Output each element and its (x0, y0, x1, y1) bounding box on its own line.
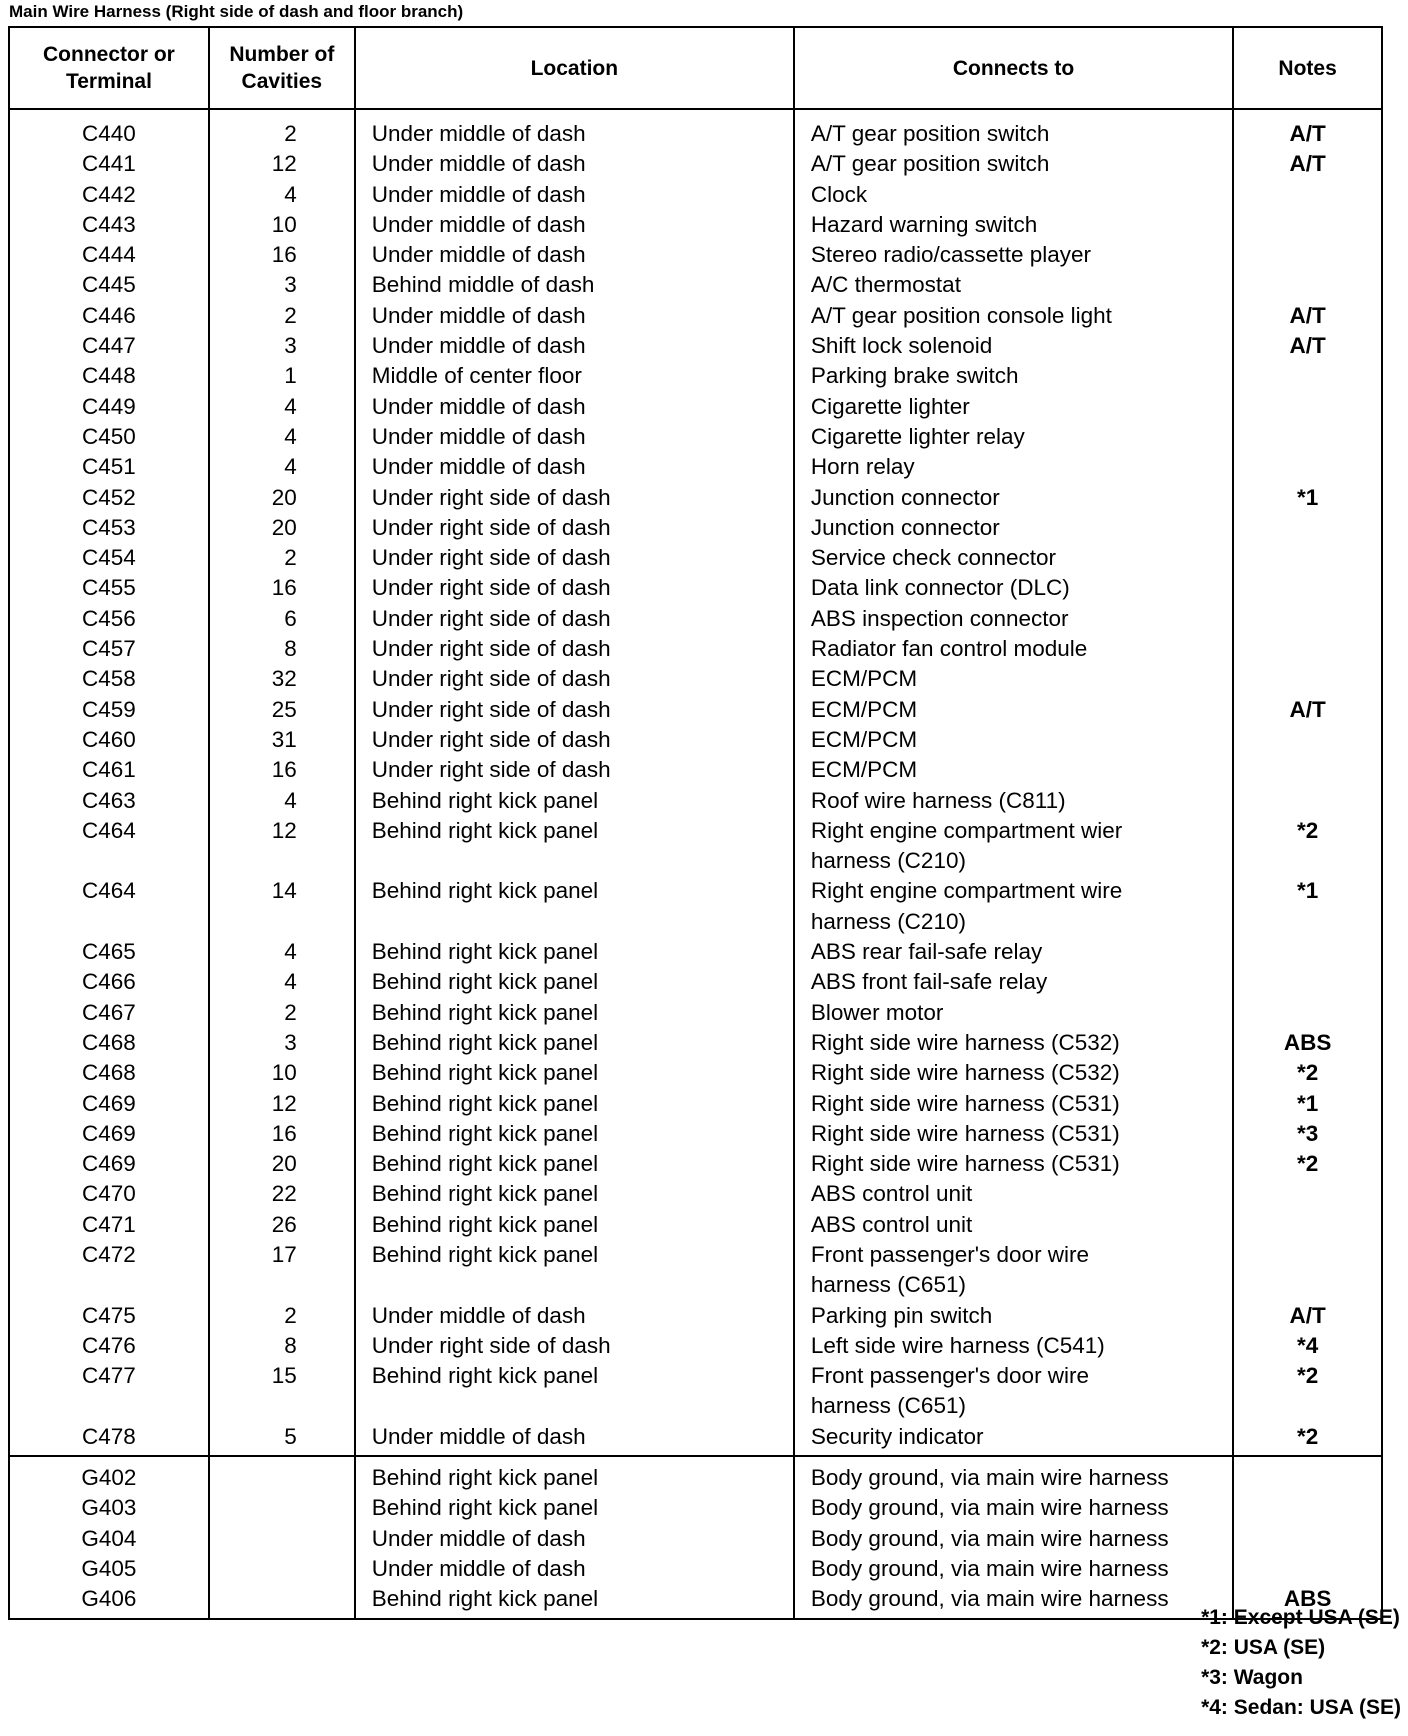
note (1233, 1179, 1382, 1209)
connects-to: Roof wire harness (C811) (794, 786, 1233, 816)
cavity-count: 2 (209, 301, 355, 331)
location: Under right side of dash (355, 483, 794, 513)
note (1233, 1456, 1382, 1493)
connector-id: C470 (9, 1179, 209, 1209)
connector-id: C472 (9, 1240, 209, 1301)
connector-id: C471 (9, 1210, 209, 1240)
cavity-count: 17 (209, 1240, 355, 1301)
note: *2 (1233, 1058, 1382, 1088)
connects-to: Body ground, via main wire harness (794, 1584, 1233, 1618)
connector-id: C440 (9, 109, 209, 149)
connector-id: C441 (9, 149, 209, 179)
connector-id: C469 (9, 1149, 209, 1179)
connects-to: Right side wire harness (C531) (794, 1149, 1233, 1179)
cavity-count (209, 1493, 355, 1523)
location: Behind middle of dash (355, 270, 794, 300)
table-row (9, 301, 1382, 331)
cavity-count: 8 (209, 634, 355, 664)
connector-id: C453 (9, 513, 209, 543)
header-cavities: Number of Cavities (209, 27, 355, 109)
connects-to: Right side wire harness (C532) (794, 1058, 1233, 1088)
note: ABS (1233, 1028, 1382, 1058)
connects-to: ABS control unit (794, 1210, 1233, 1240)
note (1233, 1493, 1382, 1523)
note (1233, 725, 1382, 755)
location: Under right side of dash (355, 664, 794, 694)
cavity-count: 10 (209, 210, 355, 240)
location: Behind right kick panel (355, 1119, 794, 1149)
table-row (9, 664, 1382, 694)
connector-id: C475 (9, 1301, 209, 1331)
note (1233, 604, 1382, 634)
location: Under right side of dash (355, 1331, 794, 1361)
table-row (9, 1089, 1382, 1119)
connector-id: C468 (9, 1058, 209, 1088)
connector-body (9, 109, 1382, 1456)
connects-to: A/T gear position console light (794, 301, 1233, 331)
connects-to: Junction connector (794, 483, 1233, 513)
note (1233, 240, 1382, 270)
table-row (9, 1119, 1382, 1149)
note: *2 (1233, 1149, 1382, 1179)
location: Under middle of dash (355, 1524, 794, 1554)
footnote: *2: USA (SE) (1201, 1636, 1326, 1659)
footnote: *4: Sedan: USA (SE) (1201, 1696, 1401, 1719)
location: Under right side of dash (355, 543, 794, 573)
connects-to: Hazard warning switch (794, 210, 1233, 240)
table-row (9, 937, 1382, 967)
location: Behind right kick panel (355, 998, 794, 1028)
connects-to: Junction connector (794, 513, 1233, 543)
cavity-count: 3 (209, 270, 355, 300)
cavity-count: 2 (209, 543, 355, 573)
connector-id: C457 (9, 634, 209, 664)
table-row (9, 1149, 1382, 1179)
connects-to: ABS inspection connector (794, 604, 1233, 634)
table-row (9, 1240, 1382, 1301)
note: *2 (1233, 1422, 1382, 1456)
location: Under right side of dash (355, 725, 794, 755)
table-row (9, 1301, 1382, 1331)
cavity-count: 15 (209, 1361, 355, 1422)
table-row (9, 422, 1382, 452)
note: *4 (1233, 1331, 1382, 1361)
note (1233, 967, 1382, 997)
note (1233, 937, 1382, 967)
connects-to: Body ground, via main wire harness (794, 1524, 1233, 1554)
ground-body (9, 1456, 1382, 1618)
connector-id: C442 (9, 180, 209, 210)
connects-to: Left side wire harness (C541) (794, 1331, 1233, 1361)
location: Behind right kick panel (355, 1149, 794, 1179)
table-row (9, 604, 1382, 634)
connects-to: ABS front fail-safe relay (794, 967, 1233, 997)
connects-to: Body ground, via main wire harness (794, 1456, 1233, 1493)
location: Under middle of dash (355, 392, 794, 422)
connector-id: C467 (9, 998, 209, 1028)
table-row (9, 1179, 1382, 1209)
connects-to: ABS control unit (794, 1179, 1233, 1209)
location: Behind right kick panel (355, 816, 794, 877)
location: Under right side of dash (355, 573, 794, 603)
connects-to: A/T gear position switch (794, 149, 1233, 179)
location: Under middle of dash (355, 1422, 794, 1456)
cavity-count: 8 (209, 1331, 355, 1361)
connector-id: C446 (9, 301, 209, 331)
table-row (9, 452, 1382, 482)
table-row (9, 543, 1382, 573)
location: Under middle of dash (355, 1554, 794, 1584)
location: Behind right kick panel (355, 1361, 794, 1422)
table-row (9, 1028, 1382, 1058)
table-row (9, 513, 1382, 543)
cavity-count: 4 (209, 392, 355, 422)
connects-to: Shift lock solenoid (794, 331, 1233, 361)
cavity-count: 4 (209, 937, 355, 967)
cavity-count: 5 (209, 1422, 355, 1456)
cavity-count: 16 (209, 573, 355, 603)
connects-to: Right side wire harness (C531) (794, 1119, 1233, 1149)
connects-to: Security indicator (794, 1422, 1233, 1456)
location: Under right side of dash (355, 513, 794, 543)
table-row (9, 1524, 1382, 1554)
connector-id: C443 (9, 210, 209, 240)
table-row (9, 392, 1382, 422)
connector-id: C461 (9, 755, 209, 785)
cavity-count: 2 (209, 109, 355, 149)
cavity-count: 4 (209, 180, 355, 210)
note (1233, 361, 1382, 391)
connects-to: Clock (794, 180, 1233, 210)
connects-to: Right engine compartment wire harness (C210) (794, 876, 1233, 937)
connects-to: A/C thermostat (794, 270, 1233, 300)
table-row (9, 816, 1382, 877)
cavity-count (209, 1554, 355, 1584)
cavity-count: 20 (209, 483, 355, 513)
note: *1 (1233, 876, 1382, 937)
connector-id: C454 (9, 543, 209, 573)
connector-id: C444 (9, 240, 209, 270)
location: Under middle of dash (355, 1301, 794, 1331)
footnotes (1201, 1603, 1401, 1723)
connector-id: G403 (9, 1493, 209, 1523)
location: Behind right kick panel (355, 1240, 794, 1301)
location: Under right side of dash (355, 634, 794, 664)
cavity-count: 4 (209, 422, 355, 452)
location: Under middle of dash (355, 180, 794, 210)
cavity-count: 6 (209, 604, 355, 634)
table-row (9, 1456, 1382, 1493)
note (1233, 998, 1382, 1028)
note: *2 (1233, 816, 1382, 877)
connector-id: C456 (9, 604, 209, 634)
cavity-count: 14 (209, 876, 355, 937)
note (1233, 543, 1382, 573)
table-row (9, 1584, 1382, 1618)
location: Under middle of dash (355, 109, 794, 149)
location: Middle of center floor (355, 361, 794, 391)
table-row (9, 1058, 1382, 1088)
table-row (9, 634, 1382, 664)
header-connects-to: Connects to (794, 27, 1233, 109)
cavity-count: 4 (209, 786, 355, 816)
note (1233, 1210, 1382, 1240)
location: Behind right kick panel (355, 876, 794, 937)
connector-id: C455 (9, 573, 209, 603)
connector-id: C450 (9, 422, 209, 452)
connects-to: A/T gear position switch (794, 109, 1233, 149)
cavity-count: 1 (209, 361, 355, 391)
table-row (9, 361, 1382, 391)
location: Behind right kick panel (355, 1493, 794, 1523)
location: Behind right kick panel (355, 1179, 794, 1209)
note (1233, 1554, 1382, 1584)
connector-id: C463 (9, 786, 209, 816)
footnote: *1: Except USA (SE) (1201, 1606, 1400, 1629)
note (1233, 422, 1382, 452)
note: A/T (1233, 149, 1382, 179)
cavity-count: 22 (209, 1179, 355, 1209)
header-notes: Notes (1233, 27, 1382, 109)
location: Under right side of dash (355, 695, 794, 725)
table-row (9, 967, 1382, 997)
connector-id: C459 (9, 695, 209, 725)
connects-to: Cigarette lighter relay (794, 422, 1233, 452)
connects-to: ECM/PCM (794, 664, 1233, 694)
cavity-count: 12 (209, 149, 355, 179)
header-connector: Connector or Terminal (9, 27, 209, 109)
note (1233, 392, 1382, 422)
connector-id: C477 (9, 1361, 209, 1422)
cavity-count: 20 (209, 513, 355, 543)
location: Under middle of dash (355, 422, 794, 452)
cavity-count (209, 1584, 355, 1618)
connector-id: C464 (9, 816, 209, 877)
connector-id: C449 (9, 392, 209, 422)
location: Under middle of dash (355, 149, 794, 179)
connects-to: ECM/PCM (794, 695, 1233, 725)
cavity-count: 2 (209, 998, 355, 1028)
connects-to: Right engine compartment wier harness (C210) (794, 816, 1233, 877)
note (1233, 210, 1382, 240)
location: Behind right kick panel (355, 967, 794, 997)
note: *1 (1233, 1089, 1382, 1119)
connector-id: G405 (9, 1554, 209, 1584)
connects-to: Cigarette lighter (794, 392, 1233, 422)
cavity-count: 4 (209, 967, 355, 997)
connects-to: Data link connector (DLC) (794, 573, 1233, 603)
note (1233, 452, 1382, 482)
connector-id: C468 (9, 1028, 209, 1058)
note (1233, 1240, 1382, 1301)
table-row (9, 998, 1382, 1028)
cavity-count: 16 (209, 755, 355, 785)
location: Behind right kick panel (355, 1058, 794, 1088)
location: Behind right kick panel (355, 1210, 794, 1240)
connector-id: C460 (9, 725, 209, 755)
location: Behind right kick panel (355, 786, 794, 816)
header-location: Location (355, 27, 794, 109)
connects-to: Parking pin switch (794, 1301, 1233, 1331)
connects-to: Blower motor (794, 998, 1233, 1028)
connector-id: C469 (9, 1089, 209, 1119)
cavity-count: 31 (209, 725, 355, 755)
location: Behind right kick panel (355, 1089, 794, 1119)
connects-to: Front passenger's door wire harness (C651) (794, 1361, 1233, 1422)
table-row (9, 210, 1382, 240)
note: A/T (1233, 1301, 1382, 1331)
location: Under right side of dash (355, 755, 794, 785)
note: *2 (1233, 1361, 1382, 1422)
connector-table (8, 26, 1383, 1620)
cavity-count: 2 (209, 1301, 355, 1331)
cavity-count: 16 (209, 240, 355, 270)
note (1233, 664, 1382, 694)
location: Under middle of dash (355, 452, 794, 482)
connects-to: ECM/PCM (794, 755, 1233, 785)
note (1233, 573, 1382, 603)
note: *1 (1233, 483, 1382, 513)
connector-id: C448 (9, 361, 209, 391)
table-header-row (9, 27, 1382, 109)
cavity-count: 26 (209, 1210, 355, 1240)
location: Behind right kick panel (355, 1028, 794, 1058)
connector-id: G406 (9, 1584, 209, 1618)
connector-id: G402 (9, 1456, 209, 1493)
connector-id: C458 (9, 664, 209, 694)
note (1233, 1524, 1382, 1554)
connector-id: C465 (9, 937, 209, 967)
page-title: Main Wire Harness (Right side of dash and floor branch) (9, 2, 464, 21)
table-row (9, 876, 1382, 937)
table-row (9, 109, 1382, 149)
note (1233, 786, 1382, 816)
connector-id: C451 (9, 452, 209, 482)
table-row (9, 1331, 1382, 1361)
connector-id: C445 (9, 270, 209, 300)
connector-id: C464 (9, 876, 209, 937)
location: Under middle of dash (355, 210, 794, 240)
connects-to: Front passenger's door wire harness (C651) (794, 1240, 1233, 1301)
connects-to: Body ground, via main wire harness (794, 1554, 1233, 1584)
location: Under middle of dash (355, 331, 794, 361)
note: A/T (1233, 109, 1382, 149)
cavity-count: 3 (209, 1028, 355, 1058)
connects-to: ABS rear fail-safe relay (794, 937, 1233, 967)
note (1233, 755, 1382, 785)
connector-id: C476 (9, 1331, 209, 1361)
note (1233, 634, 1382, 664)
location: Behind right kick panel (355, 937, 794, 967)
connects-to: Body ground, via main wire harness (794, 1493, 1233, 1523)
connects-to: Stereo radio/cassette player (794, 240, 1233, 270)
connects-to: Parking brake switch (794, 361, 1233, 391)
table-row (9, 483, 1382, 513)
table-row (9, 1210, 1382, 1240)
location: Behind right kick panel (355, 1584, 794, 1618)
cavity-count: 16 (209, 1119, 355, 1149)
connects-to: Service check connector (794, 543, 1233, 573)
location: Under right side of dash (355, 604, 794, 634)
connects-to: Right side wire harness (C532) (794, 1028, 1233, 1058)
cavity-count: 12 (209, 1089, 355, 1119)
connects-to: Radiator fan control module (794, 634, 1233, 664)
note: A/T (1233, 695, 1382, 725)
cavity-count (209, 1524, 355, 1554)
cavity-count: 10 (209, 1058, 355, 1088)
table-row (9, 331, 1382, 361)
connector-id: C469 (9, 1119, 209, 1149)
note: A/T (1233, 331, 1382, 361)
cavity-count (209, 1456, 355, 1493)
cavity-count: 20 (209, 1149, 355, 1179)
cavity-count: 32 (209, 664, 355, 694)
note (1233, 270, 1382, 300)
table-row (9, 1493, 1382, 1523)
connector-id: C478 (9, 1422, 209, 1456)
connector-id: G404 (9, 1524, 209, 1554)
cavity-count: 25 (209, 695, 355, 725)
cavity-count: 4 (209, 452, 355, 482)
table-row (9, 180, 1382, 210)
table-row (9, 240, 1382, 270)
table-row (9, 573, 1382, 603)
table-row (9, 695, 1382, 725)
connector-id: C447 (9, 331, 209, 361)
table-row (9, 786, 1382, 816)
table-row (9, 1361, 1382, 1422)
location: Under middle of dash (355, 240, 794, 270)
note: *3 (1233, 1119, 1382, 1149)
connector-id: C452 (9, 483, 209, 513)
connects-to: Right side wire harness (C531) (794, 1089, 1233, 1119)
connects-to: Horn relay (794, 452, 1233, 482)
connects-to: ECM/PCM (794, 725, 1233, 755)
table-row (9, 1554, 1382, 1584)
table-row (9, 725, 1382, 755)
note (1233, 180, 1382, 210)
table-row (9, 1422, 1382, 1456)
location: Behind right kick panel (355, 1456, 794, 1493)
table-row (9, 149, 1382, 179)
note: ABS (1233, 1584, 1382, 1618)
footnote: *3: Wagon (1201, 1666, 1303, 1689)
cavity-count: 3 (209, 331, 355, 361)
note: A/T (1233, 301, 1382, 331)
connector-id: C466 (9, 967, 209, 997)
table-row (9, 270, 1382, 300)
cavity-count: 12 (209, 816, 355, 877)
location: Under middle of dash (355, 301, 794, 331)
table-row (9, 755, 1382, 785)
note (1233, 513, 1382, 543)
